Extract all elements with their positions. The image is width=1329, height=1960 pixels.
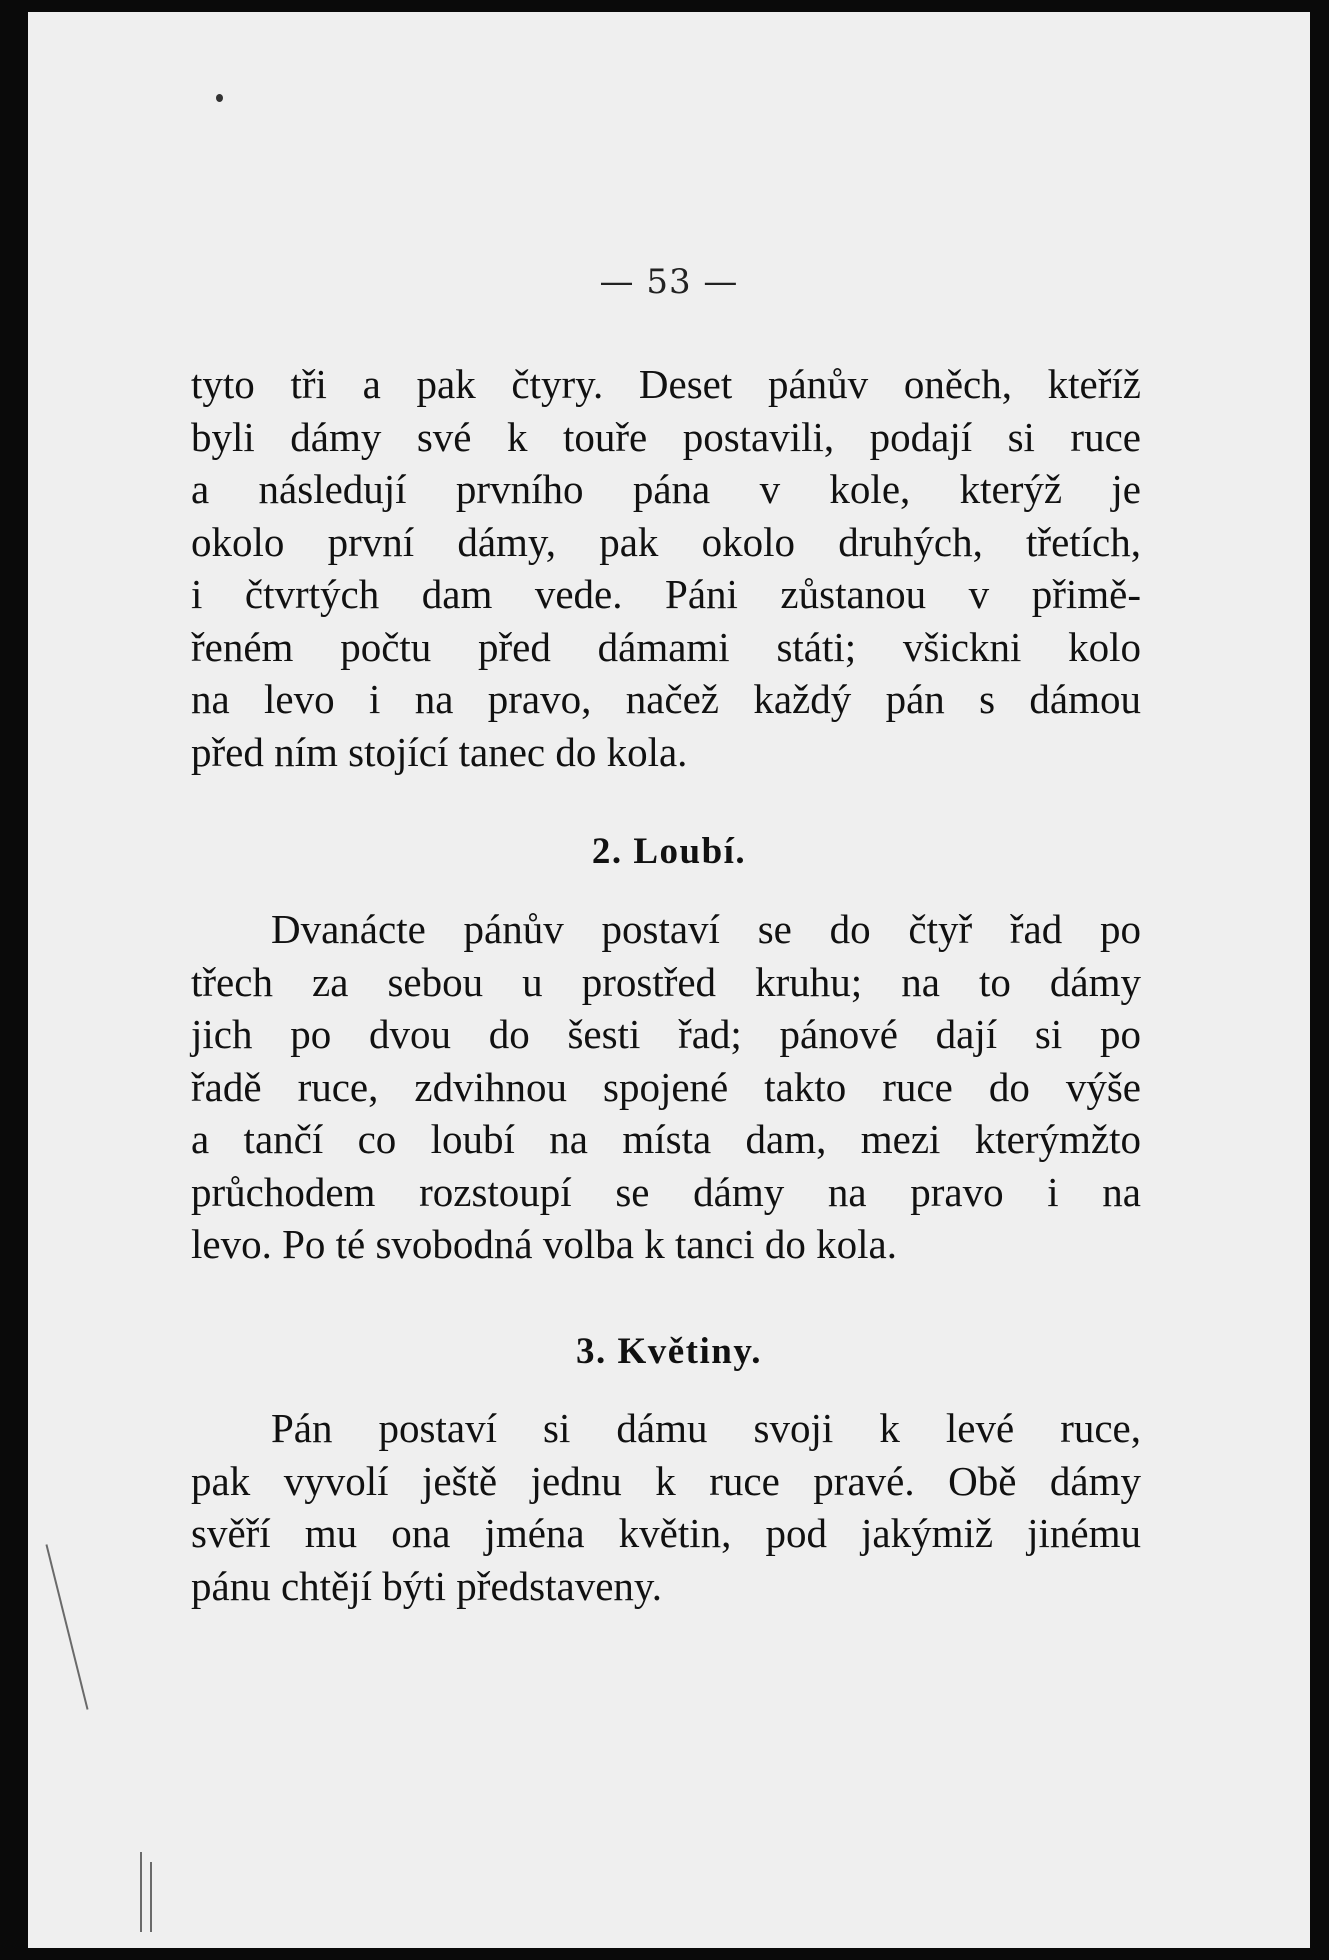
text-line: svěří mu ona jména květin, pod jakýmiž jinému (191, 1510, 1141, 1556)
text-line: i čtvrtých dam vede. Páni zůstanou v přimě- (191, 571, 1141, 617)
text-line: byli dámy své k touře postavili, podají si ruce (191, 413, 1141, 460)
scan-artifact-line (45, 1544, 88, 1709)
text-line: pánu chtějí býti představeny. (191, 1562, 662, 1609)
text-line: jich po dvou do šesti řad; pánové dají si po (191, 1011, 1141, 1057)
text-line: Dvanácte pánův postaví se do čtyř řad po (271, 906, 1141, 952)
text-line: Pán postaví si dámu svoji k levé ruce, (271, 1405, 1141, 1451)
text-line: průchodem rozstoupí se dámy na pravo i na (191, 1168, 1141, 1215)
text-line: okolo první dámy, pak okolo druhých, třetích, (191, 518, 1141, 565)
section-heading-kvetiny: 3. Květiny. (575, 1331, 763, 1372)
text-line: levo. Po té svobodná volba k tanci do kola. (191, 1221, 897, 1267)
text-line: řeném počtu před dámami státi; všickni kolo (191, 623, 1141, 670)
scan-artifact-line (150, 1862, 152, 1932)
text-line: třech za sebou u prostřed kruhu; na to dámy (191, 958, 1141, 1005)
paragraph-1 (191, 358, 1141, 778)
book-page (28, 12, 1310, 1948)
text-line: a tančí co loubí na místa dam, mezi kterýmžto (191, 1116, 1141, 1162)
text-line: na levo i na pravo, načež každý pán s dámou (191, 676, 1141, 722)
paragraph-kvetiny (191, 1402, 1141, 1612)
text-line: před ním stojící tanec do kola. (191, 728, 688, 775)
section-heading-loubi: 2. Loubí. (591, 831, 747, 872)
paragraph-loubi (191, 903, 1141, 1271)
text-line: a následují prvního pána v kole, kterýž je (191, 466, 1141, 512)
scan-artifact-dot (216, 94, 223, 102)
text-line: pak vyvolí ještě jednu k ruce pravé. Obě dámy (191, 1457, 1141, 1504)
scan-artifact-line (140, 1852, 142, 1932)
page-number: — 53 — (599, 262, 739, 302)
text-line: tyto tři a pak čtyry. Deset pánův oněch, kteříž (191, 361, 1141, 407)
text-line: řadě ruce, zdvihnou spojené takto ruce do výše (191, 1063, 1141, 1110)
